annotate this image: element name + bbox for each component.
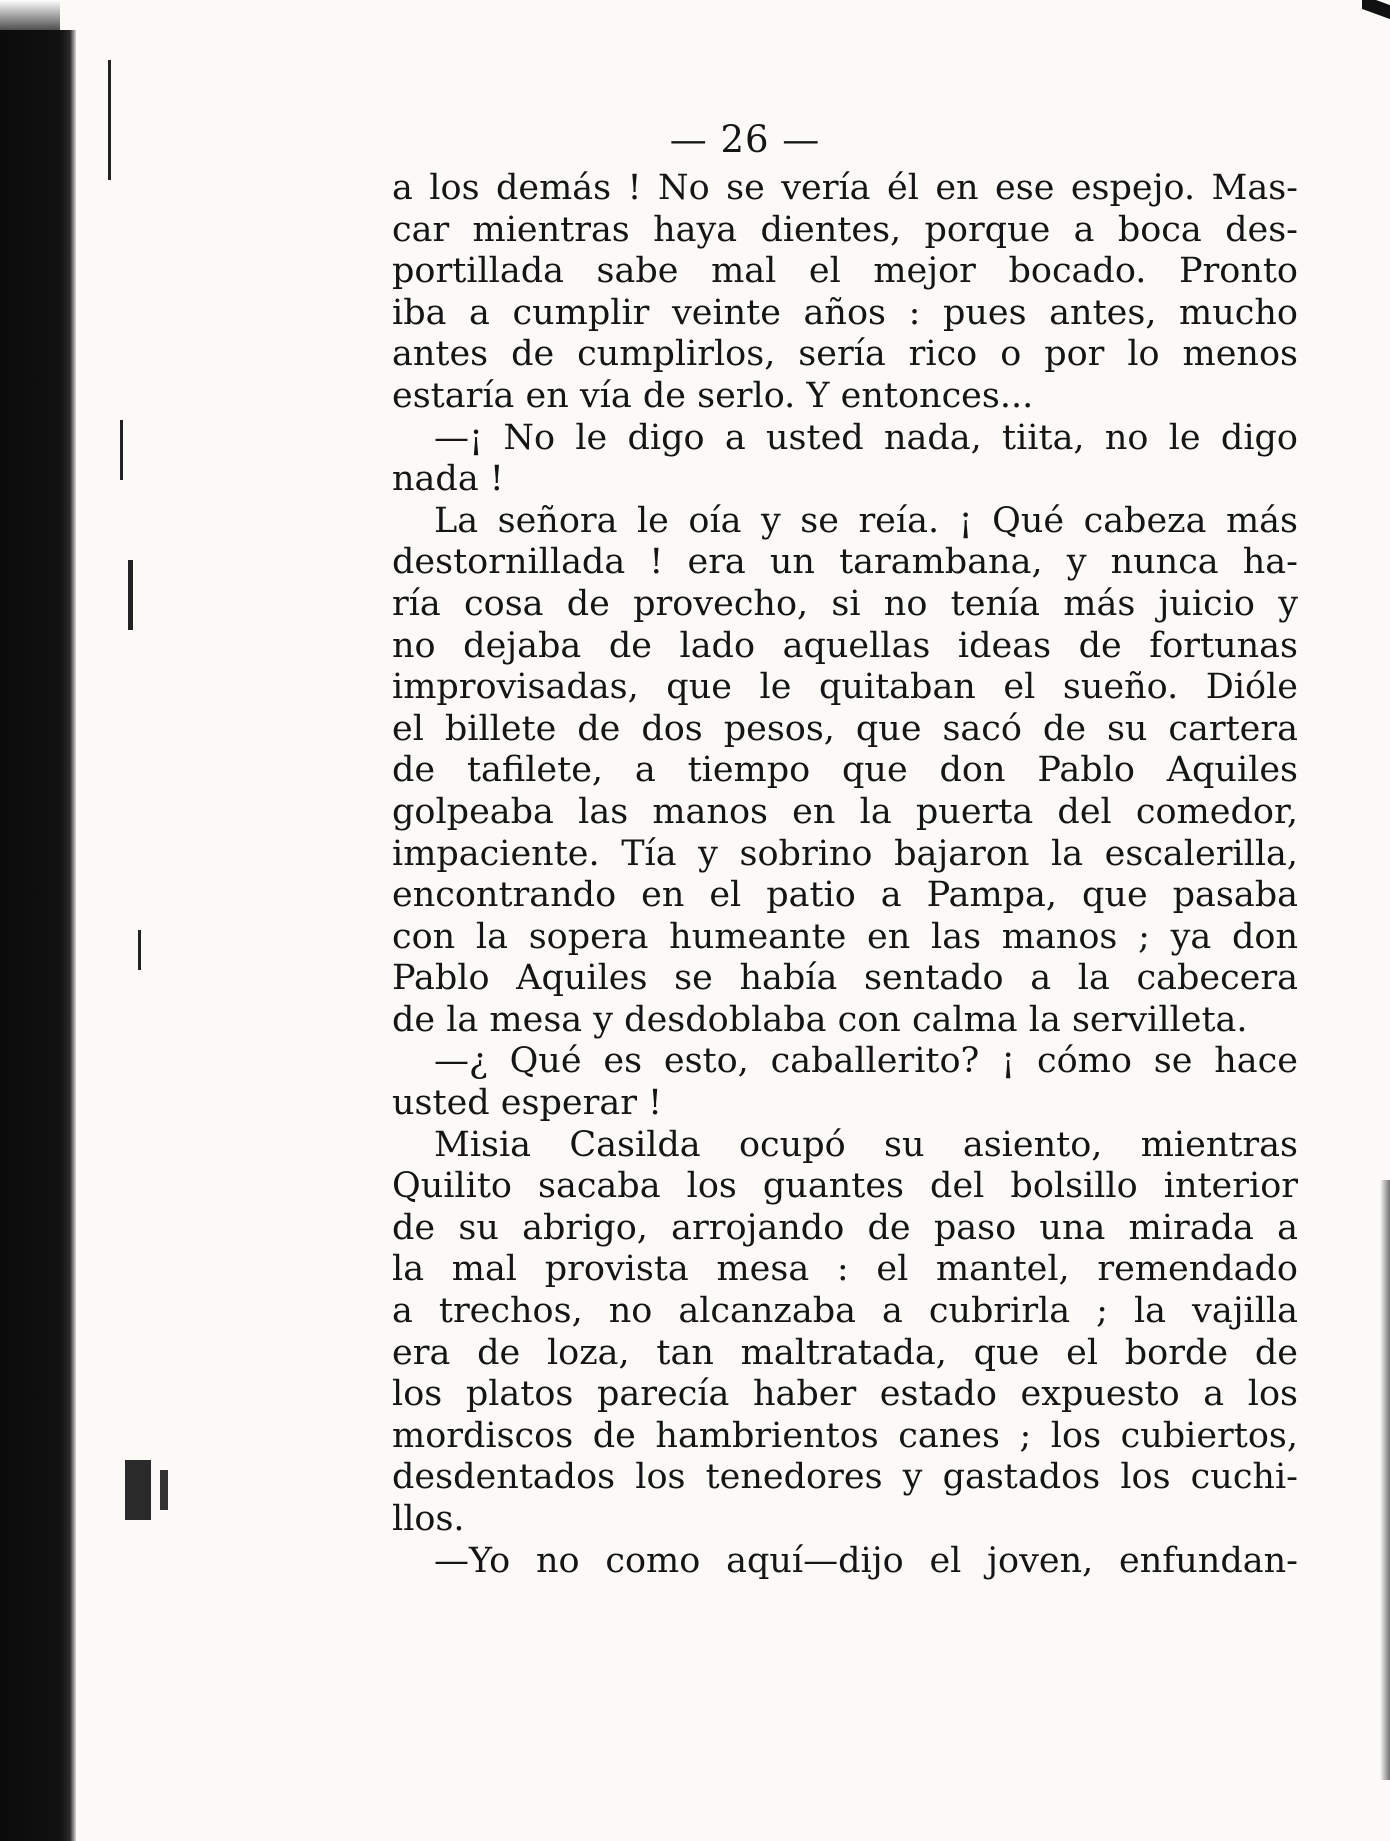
text-line: —¡ No le digo a usted nada, tiita, no le digo [434,417,1298,458]
text-line: a los demás ! No se vería él en ese espejo. Mas- [392,168,1298,208]
text-block [392,168,1298,1582]
text-line: impaciente. Tía y sobrino bajaron la escalerilla, [392,833,1298,874]
corner-mark [1362,0,1390,19]
spine-mark [138,930,141,970]
spine-mark [128,560,133,630]
text-line: Pablo Aquiles se había sentado a la cabecera [392,958,1298,999]
text-line: mordiscos de hambrientos canes ; los cubiertos, [392,1415,1298,1456]
text-line: portillada sabe mal el mejor bocado. Pronto [392,251,1298,292]
text-line: llos. [392,1499,465,1539]
text-line: desdentados los tenedores y gastados los cuchi- [392,1457,1298,1498]
text-line: los platos parecía haber estado expuesto a los [392,1374,1298,1415]
text-line: —¿ Qué es esto, caballerito? ¡ cómo se hace [434,1041,1298,1082]
text-line: usted esperar ! [392,1083,663,1124]
text-line: car mientras haya dientes, porque a boca des- [392,209,1298,250]
text-line: Misia Casilda ocupó su asiento, mientras [434,1124,1298,1165]
spine-mark [160,1470,168,1510]
text-line: —Yo no como aquí—dijo el joven, enfundan- [434,1540,1298,1581]
text-line: Quilito sacaba los guantes del bolsillo interior [392,1166,1298,1207]
right-edge-shadow [1380,1180,1390,1780]
text-line: era de loza, tan maltratada, que el borde de [392,1332,1298,1373]
text-line: no dejaba de lado aquellas ideas de fortunas [392,625,1298,666]
text-line: con la sopera humeante en las manos ; ya don [392,916,1298,957]
text-line: la mal provista mesa : el mantel, remendado [392,1249,1298,1290]
spine-mark [120,420,123,480]
text-line: estaría en vía de serlo. Y entonces... [392,375,1034,416]
text-line: nada ! [392,459,504,500]
spine-mark [125,1460,151,1520]
text-line: golpeaba las manos en la puerta del comedor, [392,791,1298,832]
text-line: iba a cumplir veinte años : pues antes, mucho [392,292,1298,333]
text-line: de tafilete, a tiempo que don Pablo Aquiles [392,750,1298,791]
text-line: de su abrigo, arrojando de paso una mirada a [392,1207,1298,1248]
text-line: destornillada ! era un tarambana, y nunca ha- [392,542,1298,583]
text-line: improvisadas, que le quitaban el sueño. Dióle [392,667,1298,708]
text-line: el billete de dos pesos, que sacó de su cartera [392,708,1298,749]
text-line: de la mesa y desdoblaba con calma la servilleta. [392,999,1248,1040]
text-line: antes de cumplirlos, sería rico o por lo menos [392,334,1298,375]
scan-edge [0,30,76,1841]
text-line: La señora le oía y se reía. ¡ Qué cabeza más [434,500,1298,541]
text-line: encontrando en el patio a Pampa, que pasaba [392,875,1298,916]
page-number: — 26 — [669,118,821,161]
text-line: a trechos, no alcanzaba a cubrirla ; la vajilla [392,1291,1298,1332]
text-line: ría cosa de provecho, si no tenía más juicio y [392,583,1298,624]
